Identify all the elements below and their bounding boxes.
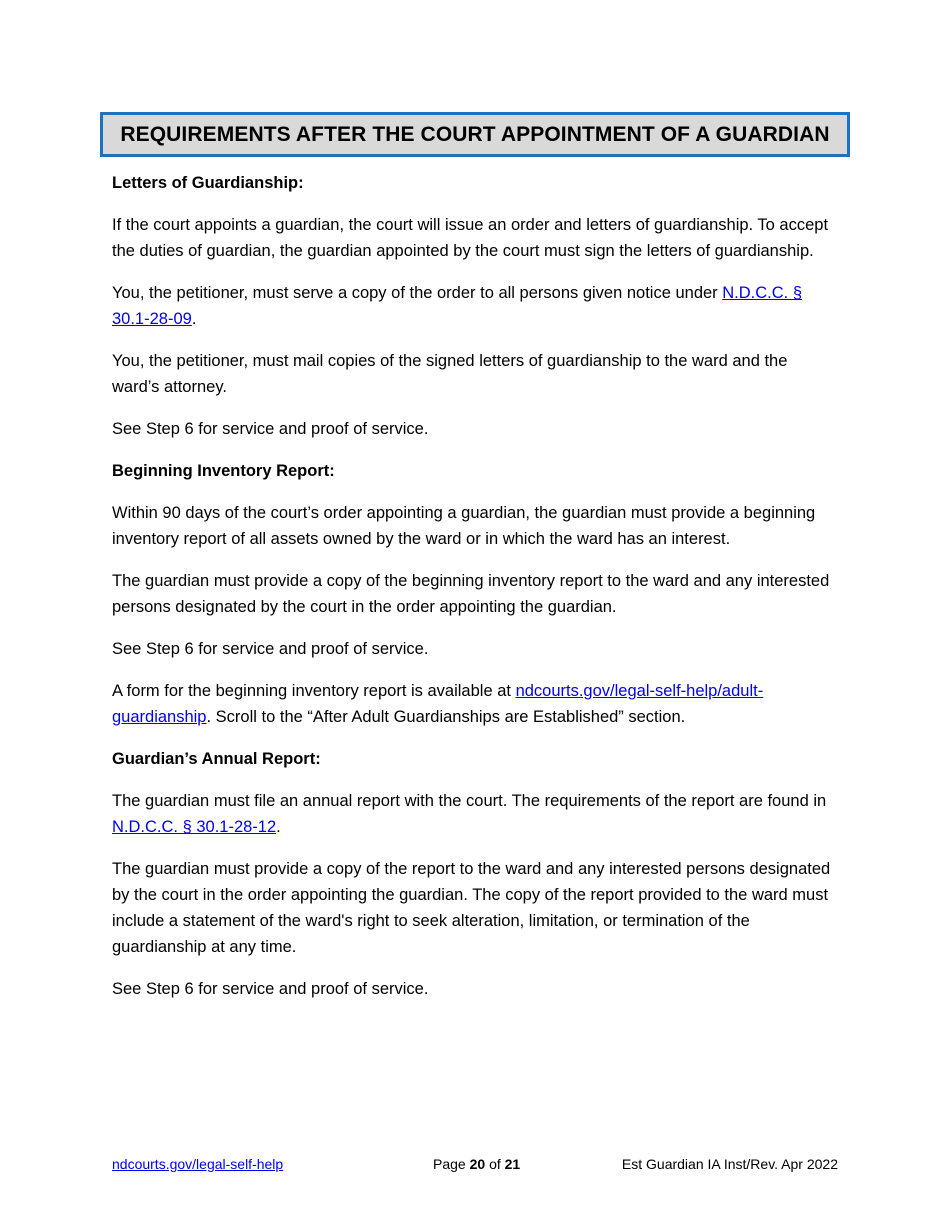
paragraph-text: . [276, 818, 281, 836]
statute-link-30-1-28-09[interactable]: N.D.C.C. § 30.1-28-09 [112, 284, 803, 328]
paragraph: If the court appoints a guardian, the court will issue an order and letters of guardianship. To accept the duties of guardian, the guardian appointed by the court must sign the letters of guardianship. [112, 216, 829, 260]
paragraph [112, 788, 832, 840]
page-of: of [489, 1156, 501, 1172]
paragraph: The guardian must provide a copy of the beginning inventory report to the ward and any interested persons designated by the court in the order appointing the guardian. [112, 572, 830, 616]
section-heading-annual: Guardian’s Annual Report: [112, 750, 321, 768]
footer-link[interactable]: ndcourts.gov/legal-self-help [112, 1156, 284, 1172]
paragraph: You, the petitioner, must mail copies of the signed letters of guardianship to the ward and the ward’s attorney. [112, 352, 788, 396]
page-number [433, 1154, 520, 1174]
paragraph: See Step 6 for service and proof of service. [112, 980, 429, 998]
paragraph-text: A form for the beginning inventory report is available at [112, 682, 516, 700]
page-current: 20 [469, 1156, 486, 1172]
paragraph [112, 280, 832, 332]
paragraph-text: The guardian must file an annual report with the court. The requirements of the report are found in [112, 792, 827, 810]
section-heading-letters: Letters of Guardianship: [112, 174, 304, 192]
form-id: Est Guardian IA Inst/Rev. Apr 2022 [621, 1156, 838, 1172]
page-title: REQUIREMENTS AFTER THE COURT APPOINTMENT OF A GUARDIAN [120, 122, 830, 146]
paragraph-text: . [191, 310, 197, 328]
page-total: 21 [504, 1156, 521, 1172]
page-footer [112, 1154, 838, 1174]
paragraph-text: You, the petitioner, must serve a copy of the order to all persons given notice under [112, 284, 723, 302]
adult-guardianship-link[interactable]: ndcourts.gov/legal-self-help/adult-guardianship [112, 682, 764, 726]
paragraph: Within 90 days of the court’s order appointing a guardian, the guardian must provide a beginning inventory report of all assets owned by the ward or in which the ward has an interest. [112, 504, 816, 548]
paragraph [112, 678, 832, 730]
section-heading-inventory: Beginning Inventory Report: [112, 462, 335, 480]
title-box [100, 112, 850, 157]
paragraph: The guardian must provide a copy of the report to the ward and any interested persons designated by the court in the order appointing the guardian. The copy of the report provided to the ward must include a statement of the ward's right to seek alteration, limitation, or termination of the guardianship at any time. [112, 860, 831, 956]
statute-link-30-1-28-12[interactable]: N.D.C.C. § 30.1-28-12 [112, 818, 277, 836]
paragraph: See Step 6 for service and proof of service. [112, 640, 429, 658]
paragraph: See Step 6 for service and proof of service. [112, 420, 429, 438]
document-body [112, 170, 832, 1018]
page-word: Page [433, 1156, 466, 1172]
paragraph-text: . Scroll to the “After Adult Guardianships are Established” section. [206, 708, 686, 726]
